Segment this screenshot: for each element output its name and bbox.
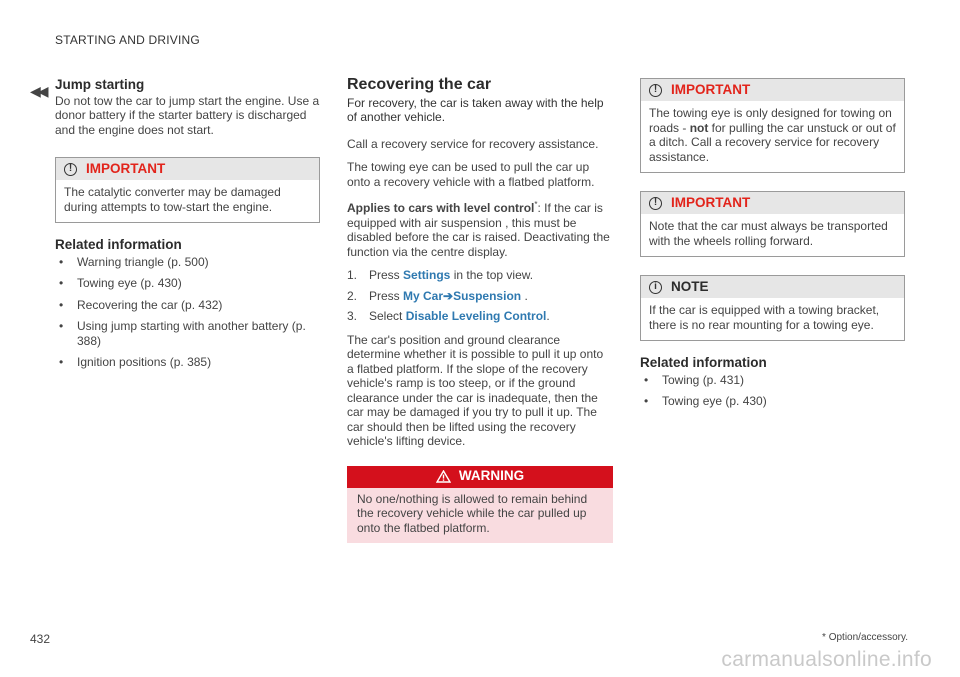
related-info-title: Related information bbox=[640, 355, 767, 370]
level-control-text: : If the car is equipped with air suspension , this must be disabled before the car is raised. Deactivating the function via the centre display. bbox=[347, 201, 610, 259]
important-label: IMPORTANT bbox=[671, 81, 751, 97]
related-info-title: Related information bbox=[55, 237, 182, 252]
info-icon: i bbox=[649, 281, 662, 294]
important-box bbox=[640, 78, 905, 173]
recovering-para-4: The car's position and ground clearance determine whether it is possible to pull it up onto a flatbed platform. If the slope of the recovery vehicle's ramp is too steep, or if the ground clearance under the car is inadequate, then the car may be damaged if you try to pull it up. The car should then be lifted using the recovery vehicle's lifting device. bbox=[347, 332, 604, 448]
recovering-para-3 bbox=[347, 198, 613, 259]
jump-starting-title: Jump starting bbox=[55, 77, 145, 92]
page-number: 432 bbox=[30, 632, 51, 646]
section-header: STARTING AND DRIVING bbox=[55, 33, 200, 47]
related-link-towing-eye[interactable]: • Towing eye (p. 430) bbox=[55, 276, 320, 291]
related-info-list bbox=[55, 255, 320, 370]
column-recovering bbox=[347, 78, 613, 561]
step-item bbox=[347, 289, 613, 304]
exclamation-icon: ! bbox=[649, 197, 662, 210]
step-number: 2. bbox=[347, 288, 358, 303]
important-label: IMPORTANT bbox=[671, 194, 751, 210]
recovering-title: Recovering the car bbox=[347, 76, 492, 93]
step-text: . bbox=[521, 288, 528, 303]
important-text-part: for pulling the car unstuck or out of a ditch. Call a recovery service for recovery assistance. bbox=[649, 120, 896, 164]
note-header bbox=[641, 276, 904, 298]
note-text: If the car is equipped with a towing bracket, there is no rear mounting for a towing eye. bbox=[649, 303, 880, 332]
important-box bbox=[55, 157, 320, 223]
warning-label: WARNING bbox=[458, 468, 525, 484]
column-notes bbox=[640, 78, 905, 416]
suspension-ui-label: Suspension bbox=[453, 288, 522, 303]
important-text-emphasis: not bbox=[689, 120, 709, 135]
step-number: 3. bbox=[347, 309, 358, 323]
step-text: Press bbox=[369, 268, 404, 282]
warning-header bbox=[347, 466, 613, 488]
note-box bbox=[640, 275, 905, 341]
important-text bbox=[641, 101, 904, 172]
related-link-towing[interactable]: • Towing (p. 431) bbox=[640, 373, 905, 388]
exclamation-icon: ! bbox=[64, 163, 77, 176]
steps-list bbox=[347, 268, 613, 324]
footnote: * Option/accessory. bbox=[822, 632, 908, 643]
jump-starting-intro: Do not tow the car to jump start the engine. Use a donor battery if the starter battery is discharged and the engine does not start. bbox=[55, 93, 320, 137]
related-link-recovering[interactable]: • Recovering the car (p. 432) bbox=[55, 298, 320, 313]
my-car-ui-label: My Car bbox=[403, 288, 444, 303]
important-box bbox=[640, 191, 905, 257]
related-link-ignition[interactable]: • Ignition positions (p. 385) bbox=[55, 355, 320, 370]
related-info-list bbox=[640, 373, 905, 409]
important-text: The catalytic converter may be damaged during attempts to tow-start the engine. bbox=[64, 185, 281, 214]
note-label: NOTE bbox=[671, 278, 709, 294]
step-text: Press bbox=[369, 288, 404, 303]
watermark: carmanualsonline.info bbox=[721, 648, 932, 671]
step-number: 1. bbox=[347, 268, 358, 282]
option-mark: * bbox=[534, 200, 538, 209]
related-link-warning-triangle[interactable]: • Warning triangle (p. 500) bbox=[55, 255, 320, 270]
disable-leveling-ui-label: Disable Leveling Control bbox=[405, 309, 547, 323]
level-control-heading: Applies to cars with level control bbox=[347, 201, 535, 215]
step-text: . bbox=[546, 309, 550, 323]
settings-ui-label: Settings bbox=[403, 268, 451, 282]
recovering-lead: For recovery, the car is taken away with the help of another vehicle. bbox=[347, 95, 604, 124]
important-header bbox=[56, 158, 319, 180]
important-text: Note that the car must always be transported with the wheels rolling forward. bbox=[649, 219, 888, 248]
back-chevron-icon[interactable]: ◀◀ bbox=[30, 83, 46, 99]
step-text: Select bbox=[369, 309, 406, 323]
important-header bbox=[641, 79, 904, 101]
warning-text: No one/nothing is allowed to remain behind the recovery vehicle while the car pulled up onto the flatbed platform. bbox=[347, 488, 613, 544]
important-text-part: The towing eye is only designed for towing on roads - bbox=[649, 106, 892, 135]
step-text: in the top view. bbox=[450, 268, 534, 282]
column-jump-starting bbox=[55, 78, 320, 377]
recovering-para-1: Call a recovery service for recovery assistance. bbox=[347, 136, 599, 151]
arrow-right-icon: ➔ bbox=[443, 288, 454, 303]
recovering-para-2: The towing eye can be used to pull the car up onto a recovery vehicle with a flatbed platform. bbox=[347, 160, 595, 189]
step-item bbox=[347, 268, 613, 283]
important-label: IMPORTANT bbox=[86, 160, 166, 176]
warning-triangle-icon bbox=[436, 470, 451, 483]
step-item bbox=[347, 309, 613, 324]
warning-box bbox=[347, 466, 613, 544]
important-header bbox=[641, 192, 904, 214]
related-link-jump-battery[interactable]: • Using jump starting with another battery (p. 388) bbox=[55, 319, 320, 348]
related-link-towing-eye[interactable]: • Towing eye (p. 430) bbox=[640, 394, 905, 409]
exclamation-icon: ! bbox=[649, 84, 662, 97]
